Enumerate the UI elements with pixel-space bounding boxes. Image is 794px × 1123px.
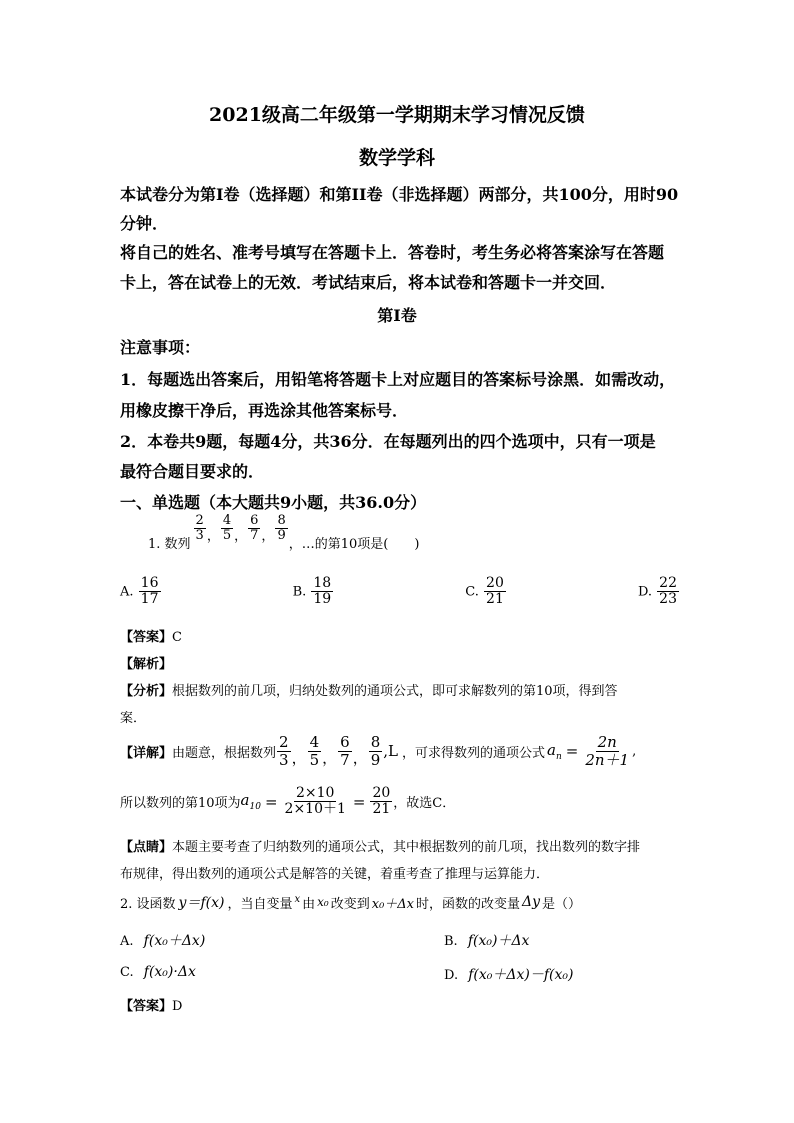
q2-option-d-letter: D. bbox=[444, 968, 459, 983]
q1-general-fraction bbox=[583, 734, 631, 768]
note-2-line-2: 最符合题目要求的． bbox=[120, 462, 265, 481]
q2-option-c-letter: C. bbox=[120, 965, 134, 980]
q1-option-c-num: 20 bbox=[486, 575, 504, 591]
q1-seq-denominator: 5 bbox=[222, 528, 232, 544]
q1-a10-symbol: a bbox=[240, 791, 250, 810]
q1-general-term bbox=[547, 741, 562, 762]
q1-sequence bbox=[193, 514, 289, 544]
q1-detail-seq-numerator: 8 bbox=[370, 733, 381, 751]
q1-option-c-den: 21 bbox=[486, 591, 504, 608]
q2-option-a-text: f(x₀＋Δx) bbox=[143, 933, 206, 949]
q1-detail-seq-fraction bbox=[277, 734, 291, 768]
q2-x0-plus-dx: x₀＋Δx bbox=[371, 896, 414, 912]
q1-option-a bbox=[120, 576, 162, 608]
q1-comma: , bbox=[632, 743, 637, 759]
q1-option-b-den: 19 bbox=[313, 591, 332, 608]
q1-equals-sign-2: = bbox=[264, 792, 278, 811]
q1-option-d-letter: D. bbox=[637, 584, 653, 600]
q1-comment-label: 【点睛】 bbox=[120, 840, 173, 855]
intro-line-1: 本试卷分为第I卷（选择题）和第II卷（非选择题）两部分，共100分，用时90 bbox=[120, 185, 679, 204]
q1-detail-seq-denominator: 3 bbox=[279, 750, 289, 769]
q1-detail-seq-denominator: 9 bbox=[370, 750, 381, 769]
q1-seq-denominator: 9 bbox=[277, 528, 286, 544]
q1-option-c bbox=[465, 576, 507, 608]
q1-detail-seq-separator: ， bbox=[291, 749, 307, 767]
q1-detail-seq-fraction bbox=[369, 734, 383, 768]
q1-result-fraction bbox=[370, 786, 392, 818]
intro-line-2: 分钟． bbox=[120, 214, 169, 233]
q1-seq-separator: ， bbox=[261, 528, 275, 544]
q1-a10-subscript: 10 bbox=[249, 802, 261, 813]
q1-option-d-den: 23 bbox=[659, 591, 677, 608]
q1-seq-numerator: 6 bbox=[250, 513, 259, 528]
q1-result-num: 20 bbox=[372, 785, 391, 801]
question-2-stem bbox=[120, 892, 581, 912]
q1-detail-line-2 bbox=[120, 786, 455, 818]
q2-option-c bbox=[120, 964, 196, 980]
q1-seq-fraction bbox=[275, 514, 287, 544]
q1-calc-den: 2×10＋1 bbox=[284, 801, 346, 818]
q1-option-a-letter: A. bbox=[120, 584, 134, 600]
q1-detail-seq-separator: ， bbox=[352, 749, 368, 767]
q1-an-subscript: n bbox=[555, 751, 562, 762]
q1-detail-line-1 bbox=[120, 734, 636, 768]
q1-seq-fraction bbox=[221, 514, 233, 544]
q1-option-a-den: 17 bbox=[140, 591, 159, 608]
q2-option-a bbox=[120, 930, 205, 950]
q1-comment-line-2: 布规律，得出数列的通项公式是解答的关键，着重考查了推理与运算能力． bbox=[120, 867, 550, 882]
q2-function: y＝f(x) bbox=[178, 895, 225, 911]
q1-detail-seq-numerator: 6 bbox=[340, 733, 350, 751]
q1-seq-separator: ， bbox=[206, 528, 220, 544]
intro-line-4: 卡上，答在试卷上的无效．考试结束后，将本试卷和答题卡一并交回． bbox=[120, 273, 617, 292]
q1-analysis-label: 【解析】 bbox=[120, 657, 173, 672]
q1-prefix: 1. 数列 bbox=[148, 536, 191, 552]
q2-option-a-letter: A. bbox=[120, 934, 134, 949]
q1-detail-seq-separator: ， bbox=[322, 749, 338, 767]
note-1-line-2: 用橡皮擦干净后，再选涂其他答案标号． bbox=[120, 401, 409, 420]
q2-stem-b: ，当自变量 bbox=[227, 896, 293, 912]
note-1-line-1: 1．每题选出答案后，用铅笔将答题卡上对应题目的答案标号涂黑．如需改动， bbox=[120, 370, 676, 389]
exam-title: 2021级高二年级第一学期期末学习情况反馈 bbox=[209, 104, 585, 126]
q1-seq-denominator: 7 bbox=[250, 528, 259, 544]
q1-detail-seq-denominator: 7 bbox=[340, 750, 350, 769]
q1-fenxi-line-1 bbox=[120, 680, 618, 699]
q2-stem-f: 是（） bbox=[542, 896, 582, 912]
q1-seq-numerator: 2 bbox=[195, 513, 204, 528]
volume-1-title: 第I卷 bbox=[377, 306, 417, 325]
q1-option-b bbox=[293, 576, 335, 608]
q1-seq-fraction bbox=[194, 514, 206, 544]
section-1-title: 一、单选题（本大题共9小题，共36.0分） bbox=[120, 493, 427, 512]
q1-detail-text-a: 由题意，根据数列 bbox=[172, 745, 277, 761]
q1-fenxi-label: 【分析】 bbox=[120, 684, 173, 699]
q1-seq-fraction bbox=[248, 514, 260, 544]
q2-stem-c: 由 bbox=[302, 896, 316, 912]
q1-comment-text-a: 本题主要考查了归纳数列的通项公式，其中根据数列的前几项，找出数列的数字排 bbox=[172, 840, 641, 855]
q2-delta-y: Δy bbox=[522, 894, 541, 910]
q1-answer-label: 【答案】 bbox=[120, 630, 173, 645]
q2-option-b-letter: B. bbox=[444, 934, 458, 949]
q1-seq-denominator: 3 bbox=[195, 528, 204, 544]
q2-stem-a: 2. 设函数 bbox=[120, 896, 176, 912]
q2-variable-x: x bbox=[294, 893, 301, 905]
q2-option-b-text: f(x₀)＋Δx bbox=[467, 933, 530, 949]
q1-general-num: 2n bbox=[597, 733, 617, 751]
q1-detail-seq-numerator: 2 bbox=[279, 733, 289, 751]
q1-calc-num: 2×10 bbox=[295, 785, 335, 801]
q1-general-den: 2n＋1 bbox=[585, 750, 630, 769]
q2-option-b bbox=[444, 930, 529, 950]
exam-subject: 数学学科 bbox=[358, 147, 435, 169]
q1-comment-line-1 bbox=[120, 836, 640, 855]
note-2-line-1: 2．本卷共9题，每题4分，共36分．在每题列出的四个选项中，只有一项是 bbox=[120, 432, 656, 451]
q2-answer-value: D bbox=[172, 999, 183, 1014]
q1-detail-seq-fraction bbox=[338, 734, 352, 768]
intro-line-3: 将自己的姓名、准考号填写在答题卡上．答卷时，考生务必将答案涂写在答题 bbox=[120, 243, 665, 262]
q1-option-d bbox=[638, 576, 680, 608]
q1-fenxi-line-2: 案． bbox=[120, 711, 147, 726]
q1-detail-seq-tail: ,L bbox=[383, 742, 398, 760]
q1-detail-seq-denominator: 5 bbox=[309, 750, 320, 769]
q1-calc-fraction bbox=[283, 786, 348, 818]
q2-stem-d: 改变到 bbox=[330, 896, 370, 912]
q2-stem-e: 时，函数的改变量 bbox=[416, 896, 521, 912]
q1-detail-text-b: ，可求得数列的通项公式 bbox=[402, 745, 546, 761]
q2-option-d-text: f(x₀＋Δx)－f(x₀) bbox=[468, 967, 574, 983]
q1-answer bbox=[120, 626, 182, 645]
q1-detail-label: 【详解】 bbox=[120, 745, 173, 761]
q1-detail-text-c: 所以数列的第10项为 bbox=[120, 796, 241, 812]
q1-seq-numerator: 4 bbox=[222, 513, 232, 528]
q2-option-d bbox=[444, 964, 573, 984]
q1-seq-numerator: 8 bbox=[277, 513, 286, 528]
q1-answer-value: C bbox=[172, 630, 182, 645]
q1-detail-seq-fraction bbox=[308, 734, 322, 768]
q2-answer bbox=[120, 995, 182, 1014]
q2-answer-label: 【答案】 bbox=[120, 999, 173, 1014]
notes-heading: 注意事项： bbox=[120, 338, 201, 357]
q1-seq-separator: ， bbox=[234, 528, 248, 544]
q1-equals-sign-3: = bbox=[352, 792, 366, 811]
q1-a10 bbox=[241, 791, 261, 812]
q1-fenxi-text-a: 根据数列的前几项，归纳处数列的通项公式，即可求解数列的第10项，得到答 bbox=[172, 684, 618, 699]
q2-option-c-text: f(x₀)·Δx bbox=[143, 964, 196, 980]
q1-detail-seq-numerator: 4 bbox=[309, 733, 320, 751]
q1-option-b-num: 18 bbox=[313, 575, 332, 591]
q1-detail-text-d: ，故选C． bbox=[393, 796, 456, 812]
q1-option-a-num: 16 bbox=[140, 575, 159, 591]
question-1-stem bbox=[148, 513, 420, 552]
question-1-options bbox=[120, 576, 680, 608]
q1-option-b-letter: B. bbox=[292, 584, 307, 600]
q2-x0: x₀ bbox=[317, 895, 329, 909]
q1-suffix: ，…的第10项是( ) bbox=[288, 536, 420, 552]
q1-result-den: 21 bbox=[372, 801, 391, 818]
q1-an-symbol: a bbox=[547, 740, 556, 759]
q1-option-d-num: 22 bbox=[659, 575, 677, 591]
q1-option-c-letter: C. bbox=[465, 584, 479, 600]
q1-equals-sign: = bbox=[565, 742, 579, 760]
q1-detail-sequence bbox=[276, 734, 383, 768]
